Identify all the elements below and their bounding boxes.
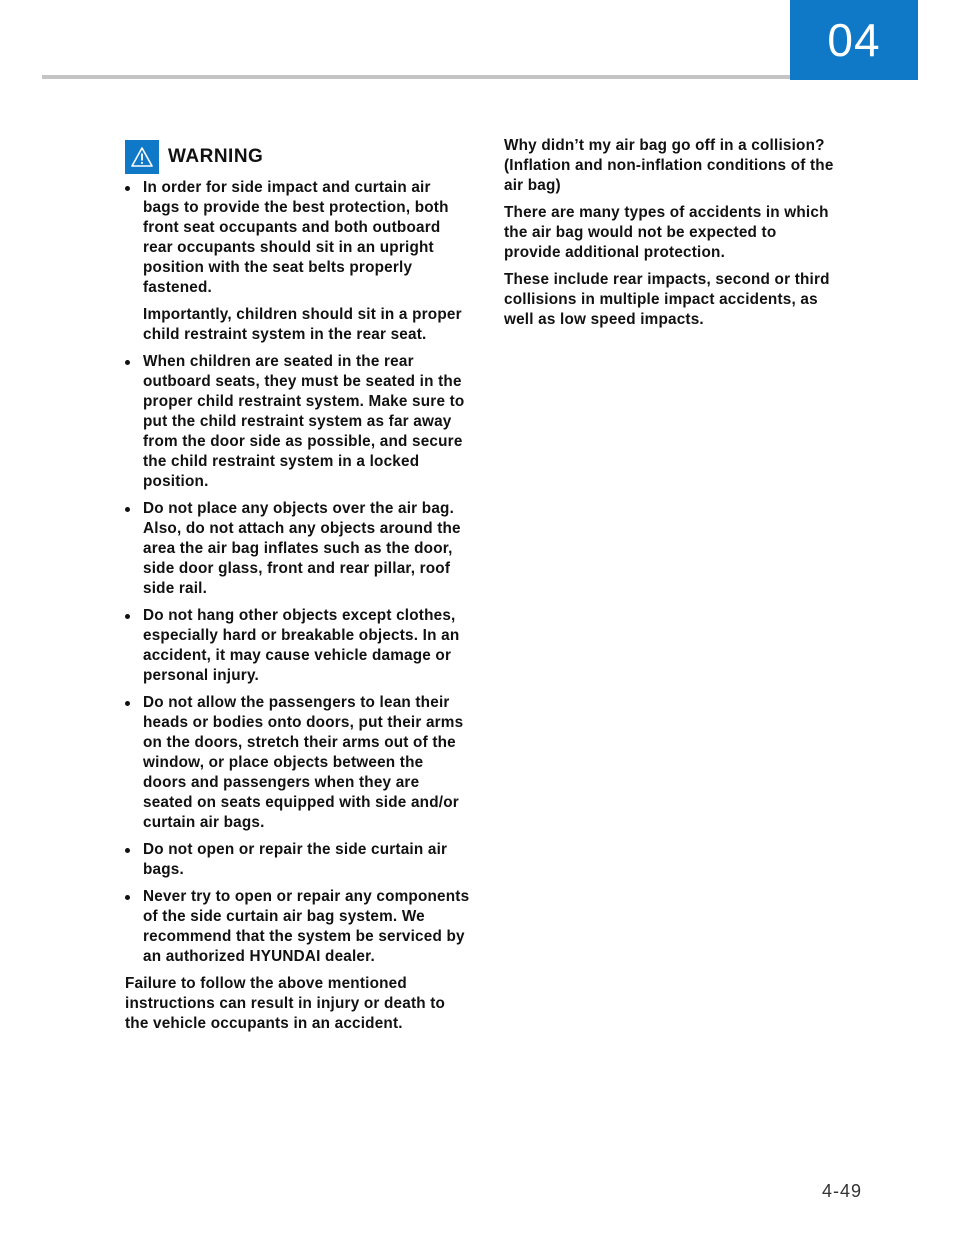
list-item <box>125 352 471 492</box>
list-item <box>125 178 471 345</box>
bullet-dot <box>125 701 130 706</box>
list-item-text: Do not hang other objects except clothes, especially hard or breakable objects. In an accident, it may cause vehicle damage or personal injury. <box>143 607 460 684</box>
warning-triangle-icon <box>125 140 159 174</box>
paragraph-1: There are many types of accidents in which the air bag would not be expected to provide additional protection. <box>504 204 829 261</box>
header-rule <box>42 75 790 79</box>
list-item <box>125 693 471 833</box>
list-item <box>125 840 471 880</box>
bullet-dot <box>125 848 130 853</box>
paragraph-2: These include rear impacts, second or third collisions in multiple impact accidents, as well as low speed impacts. <box>504 271 830 328</box>
list-item-text: Do not allow the passengers to lean their heads or bodies onto doors, put their arms on the doors, stretch their arms out of the window, or place objects between the doors and passengers when they are seated on seats equipped with side and/or curtain air bags. <box>143 694 464 831</box>
warning-label: WARNING <box>168 146 264 167</box>
bullet-dot <box>125 614 130 619</box>
chapter-number: 04 <box>827 14 881 66</box>
list-item-text: In order for side impact and curtain air bags to provide the best protection, both front seat occupants and both outboard rear occupants should sit in an upright position with the seat belts properly fastened. <box>143 179 449 296</box>
list-item-text: Never try to open or repair any components of the side curtain air bag system. We recommend that the system be serviced by an authorized HYUNDAI dealer. <box>143 888 470 965</box>
bullet-dot <box>125 895 130 900</box>
chapter-tab <box>790 0 918 80</box>
bullet-dot <box>125 507 130 512</box>
right-column <box>504 136 834 337</box>
question-heading: Why didn’t my air bag go off in a collision? (Inflation and non-inflation conditions of the air bag) <box>504 137 834 194</box>
left-column <box>125 140 471 1034</box>
list-item <box>125 499 471 599</box>
list-item-text: Do not open or repair the side curtain air bags. <box>143 841 448 878</box>
list-item-subtext: Importantly, children should sit in a proper child restraint system in the rear seat. <box>143 306 462 343</box>
warning-list <box>125 178 471 967</box>
list-item-text: When children are seated in the rear outboard seats, they must be seated in the proper child restraint system. Make sure to put the child restraint system as far away from the door side as possible, and secure the child restraint system in a locked position. <box>143 353 465 490</box>
warning-closing: Failure to follow the above mentioned instructions can result in injury or death to the vehicle occupants in an accident. <box>125 975 446 1032</box>
warning-heading <box>125 140 471 174</box>
bullet-dot <box>125 186 130 191</box>
bullet-dot <box>125 360 130 365</box>
list-item-text: Do not place any objects over the air bag. Also, do not attach any objects around the area the air bag inflates such as the door, side door glass, front and rear pillar, roof side rail. <box>143 500 461 597</box>
list-item <box>125 887 471 967</box>
page-number: 4-49 <box>821 1181 862 1201</box>
list-item <box>125 606 471 686</box>
